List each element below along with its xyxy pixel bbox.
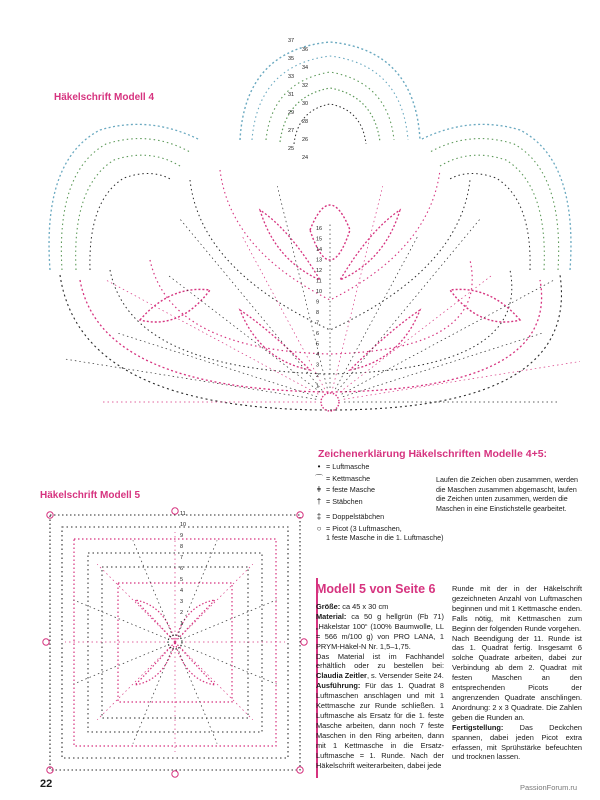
round-label: 31 — [288, 92, 295, 98]
slip-stitch-icon: ⌒ — [315, 473, 323, 483]
diagram4-body — [60, 170, 561, 410]
diagram4-spoke — [277, 186, 327, 388]
diagram4-top-bud — [240, 42, 420, 144]
diagram4-spoke — [335, 236, 418, 389]
diagram4-round-labels — [288, 38, 322, 390]
legend-item: • = Luftmasche — [312, 462, 462, 472]
diagram5-spoke — [97, 649, 168, 720]
round-label: 32 — [302, 83, 309, 89]
round-label: 8 — [180, 544, 184, 550]
groesse-paragraph: Größe: ca 45 x 30 cm — [316, 602, 389, 611]
bezug-paragraph: Das Material ist im Fachhandel erhältlich oder zu bestellen bei: Claudia Zeitler, s. Versender Seite 24. — [316, 651, 444, 681]
treble-crochet-icon: ‡ — [316, 512, 322, 521]
quadrat-paragraph: Nach Beendigung der 11. Runde ist das 1. Quadrat fertig. Insgesamt 6 solche Quadrate arbeiten, dabei zur Verbindung ab dem 2. Quadrat mit festen Maschen an den entsprechenden Picots der angrenzenden Quadrate anschlingen. Anordnung: 2 x 3 Quadrate. Die Zahlen geben die Runden an. — [452, 633, 582, 722]
round-label: 30 — [302, 101, 309, 107]
chain-stitch-icon: • — [317, 462, 321, 471]
round-label: 27 — [288, 128, 295, 134]
crochet-diagram-model4 — [40, 30, 580, 430]
round-label: 4 — [316, 352, 320, 358]
diagram4-spoke — [338, 219, 480, 390]
round-label: 14 — [316, 247, 323, 253]
round-label: 37 — [288, 38, 295, 44]
article-heading: Modell 5 von Seite 6 — [316, 582, 436, 596]
round-label: 9 — [180, 533, 184, 539]
diagram5-spoke — [182, 564, 253, 635]
round-label: 15 — [316, 236, 323, 243]
legend-item: † = Stäbchen — [312, 497, 462, 507]
picot-icon: ○ — [316, 523, 322, 533]
picot-mark — [172, 508, 178, 514]
footer-site: PassionForum.ru — [520, 783, 578, 792]
crochet-diagram-model5 — [40, 505, 310, 780]
round-label: 34 — [302, 65, 309, 71]
picot-mark — [43, 639, 49, 645]
diagram4-spoke — [242, 236, 325, 389]
diagram4-spoke — [106, 280, 319, 394]
round-label: 10 — [180, 522, 187, 528]
diagram4-spokes — [65, 186, 580, 402]
legend-item: ○ = Picot (3 Luftmaschen, 1 feste Masche in die 1. Luftmasche) — [312, 524, 462, 543]
legend-item: ⌒ = Kettmasche — [312, 474, 462, 484]
round-label: 8 — [316, 310, 320, 316]
legend-item: ǂ = feste Masche — [312, 485, 462, 495]
diagram4-spoke — [333, 186, 383, 388]
round-label: 12 — [316, 268, 323, 274]
runde-paragraph: Runde mit der in der Häkelschrift gezeichneten Anzahl von Luftmaschen beginnen und mit 1 Kettmasche enden. Falls nötig, mit Kettmaschen zum Beginn der folgenden Runde vorgehen. — [452, 584, 582, 633]
round-label: 24 — [302, 155, 309, 161]
single-crochet-icon: ǂ — [316, 485, 322, 494]
round-label: 11 — [180, 511, 186, 517]
picot-mark — [301, 639, 307, 645]
round-label: 1 — [180, 621, 184, 627]
round-label: 7 — [316, 320, 320, 327]
diagram4-spoke — [65, 359, 316, 399]
diagram4-spoke — [180, 219, 322, 390]
round-label: 4 — [180, 588, 184, 594]
round-label: 6 — [180, 566, 184, 572]
page-number: 22 — [40, 778, 53, 790]
fertigstellung-paragraph: Fertigstellung: Das Deckchen spannen, dabei jeden Picot extra erfassen, mit Sprühstärke befeuchten und trocknen lassen. — [452, 722, 582, 762]
diagram5-spoke — [182, 649, 253, 720]
diagram5-title: Häkelschrift Modell 5 — [40, 490, 141, 501]
diagram4-title: Häkelschrift Modell 4 — [54, 92, 155, 103]
diagram4-spoke — [118, 333, 318, 397]
round-label: 29 — [288, 110, 295, 116]
round-label: 9 — [316, 299, 320, 306]
round-label: 28 — [302, 119, 309, 125]
round-label: 2 — [316, 373, 320, 379]
diagram5-spoke — [97, 564, 168, 635]
round-label: 1 — [316, 383, 320, 390]
legend-note: Laufen die Zeichen oben zusammen, werden die Maschen zusammen abgemascht, laufen die Zeichen unten zusammen, werden die Maschen in eine Einstichstelle gearbeitet. — [436, 476, 578, 513]
diagram4-right-wing — [420, 124, 571, 270]
ausfuehrung-paragraph: Ausführung: Für das 1. Quadrat 8 Luftmaschen anschlagen und mit 1 Kettmasche zur Runde schließen. 1 Luftmasche als Ersatz für die 1. feste Masche arbeiten, dann noch 7 feste Maschen in den Ring arbeiten, dann mit 1 Kettmasche in die Ersatz-Luftmasche = 1. Runde. Nach der Häkelschrift weiterarbeiten, dabei jede — [316, 681, 444, 770]
diagram4-spoke — [342, 280, 555, 394]
round-label: 11 — [316, 278, 322, 285]
material-paragraph: Material: ca 50 g hellgrün (Fb 71) „Häkelstar 100“ (100% Baumwolle, LL = 566 m/100 g) von PRO LANA, 1 PRYM-Häkel-N Nr. 1,5–1,75. — [316, 611, 444, 651]
legend-title: Zeichenerklärung Häkelschriften Modelle 4+5: — [318, 448, 548, 460]
diagram4-spoke — [167, 275, 323, 392]
diagram4-center-ring — [321, 393, 339, 411]
article-column-2 — [452, 584, 582, 762]
round-label: 33 — [288, 74, 295, 80]
round-label: 10 — [316, 289, 323, 295]
diagram4-spoke — [344, 359, 580, 399]
round-label: 35 — [288, 56, 295, 62]
round-label: 25 — [288, 146, 295, 152]
round-label: 5 — [316, 341, 320, 348]
round-label: 5 — [180, 577, 184, 583]
round-label: 26 — [302, 137, 309, 143]
diagram4-spoke — [343, 333, 543, 397]
double-crochet-icon: † — [316, 496, 322, 506]
round-label: 7 — [180, 555, 184, 561]
diagram4-left-wing — [49, 124, 200, 270]
diagram5-round-labels — [180, 511, 186, 627]
round-label: 3 — [316, 362, 320, 369]
round-label: 6 — [316, 331, 320, 337]
legend-item: ‡ = Doppelstäbchen — [312, 512, 462, 522]
round-label: 2 — [180, 610, 184, 616]
round-label: 3 — [180, 599, 184, 605]
round-label: 16 — [316, 226, 323, 232]
round-label: 36 — [302, 47, 309, 53]
picot-mark — [172, 771, 178, 777]
article-column-1 — [316, 602, 444, 770]
round-label: 13 — [316, 257, 323, 264]
